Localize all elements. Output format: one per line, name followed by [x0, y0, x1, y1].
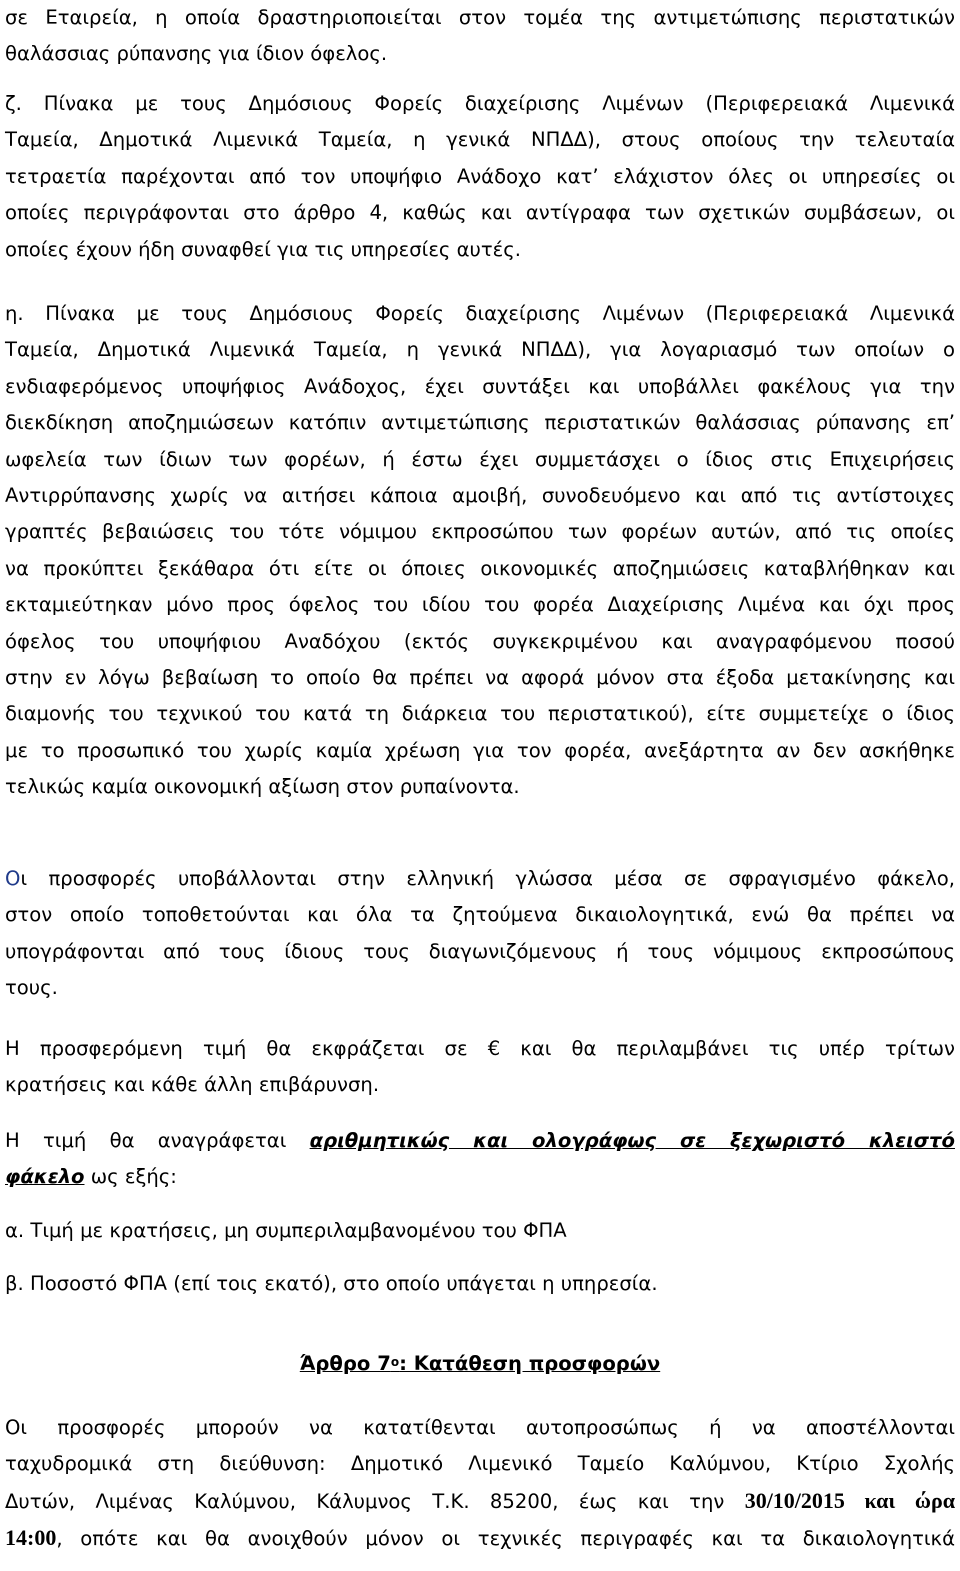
- text-line: Ταμεία, Δημοτικά Λιμενικά Ταμεία, η γενικά ΝΠΔΔ), στους οποίους την τελευταία: [5, 128, 955, 152]
- text-line: θαλάσσιας ρύπανσης για ίδιον όφελος.: [5, 42, 388, 66]
- title-superscript: ο: [390, 1355, 400, 1369]
- text-line: στον οποίο τοποθετούνται και όλα τα ζητούμενα δικαιολογητικά, ενώ θα πρέπει να: [5, 903, 955, 927]
- text-span: , οπότε και θα ανοιχθούν μόνον οι τεχνικές περιγραφές και τα δικαιολογητικά: [56, 1527, 955, 1551]
- text-line: διαμονής του τεχνικού του κατά τη διάρκεια του περιστατικού), είτε συμμετείχε ο ίδιος: [5, 702, 955, 726]
- list-item-a: [5, 1213, 955, 1249]
- text-line: γραπτές βεβαιώσεις του τότε νόμιμου εκπροσώπου των φορέων αυτών, από τις οποίες: [5, 520, 955, 544]
- text-line: τους.: [5, 976, 58, 1000]
- list-item-b: [5, 1266, 955, 1302]
- title-text: Άρθρο 7: [299, 1352, 391, 1375]
- text-line: υπογράφονται από τους ίδιους τους διαγωνιζόμενους ή τους νόμιμους εκπροσώπους: [5, 939, 955, 963]
- text-line: τετραετία παρέχονται από τον υποψήφιο Ανάδοχο κατ’ ελάχιστον όλες οι υπηρεσίες οι: [5, 164, 955, 188]
- text-span: Η τιμή θα αναγράφεται: [5, 1129, 310, 1152]
- text-line: οποίες περιγράφονται στο άρθρο 4, καθώς και αντίγραφα των σχετικών συμβάσεων, οι: [5, 201, 955, 225]
- text-line: κρατήσεις και κάθε άλλη επιβάρυνση.: [5, 1073, 380, 1097]
- text-line: Ταμεία, Δημοτικά Λιμενικά Ταμεία, η γενικά ΝΠΔΔ), για λογαριασμό των οποίων ο: [5, 338, 955, 362]
- text-line: όφελος του υποψήφιου Αναδόχου (εκτός συγκεκριμένου και αναγραφόμενου ποσού: [5, 629, 955, 653]
- paragraph-item-z: [5, 86, 955, 268]
- text-span: Δυτών, Λιμένας Καλύμνου, Κάλυμνος Τ.Κ. 85200, έως και την: [5, 1489, 745, 1513]
- text-line: με το προσωπικό του χωρίς καμία χρέωση για τον φορέα, ανεξάρτητα αν δεν ασκήθηκε: [5, 738, 955, 762]
- text-line: διεκδίκηση αποζημιώσεων κατόπιν αντιμετώπισης περιστατικών θαλάσσιας ρύπανσης επ’: [5, 411, 955, 435]
- paragraph-price: [5, 1031, 955, 1104]
- text-line: [5, 1520, 955, 1557]
- text-line: Οι προσφορές μπορούν να κατατίθενται αυτοπροσώπως ή να αποστέλλονται: [5, 1416, 955, 1439]
- text-line: [5, 1483, 955, 1520]
- paragraph-item-h: [5, 296, 955, 806]
- text-line: ενδιαφερόμενος υποψήφιος Ανάδοχος, έχει συντάξει και υποβάλλει φακέλους για την: [5, 374, 955, 398]
- deadline-date: 30/10/2015 και ώρα: [744, 1487, 955, 1513]
- text-line: να προκύπτει ξεκάθαρα ότι είτε οι όποιες οικονομικές αποζημιώσεις καταβλήθηκαν και: [5, 556, 955, 580]
- drop-letter: Ο: [5, 867, 21, 890]
- text-line: τελικώς καμία οικονομική αξίωση στον ρυπαίνοντα.: [5, 775, 520, 799]
- text-line: ζ. Πίνακα με τους Δημόσιους Φορείς διαχείρισης Λιμένων (Περιφερειακά Λιμενικά: [5, 92, 955, 115]
- text-line: α. Τιμή με κρατήσεις, μη συμπεριλαμβανομένου του ΦΠΑ: [5, 1219, 567, 1242]
- text-line: Η προσφερόμενη τιμή θα εκφράζεται σε € και θα περιλαμβάνει τις υπέρ τρίτων: [5, 1037, 955, 1060]
- text-line: [5, 1159, 955, 1195]
- text-line: στην εν λόγω βεβαίωση το οποίο θα πρέπει να αφορά μόνον στα έξοδα μετακίνησης και: [5, 666, 955, 690]
- paragraph-offers: [5, 861, 955, 1007]
- title-text: : Κατάθεση προσφορών: [399, 1352, 661, 1375]
- paragraph-submission: [5, 1410, 955, 1558]
- paragraph-price-writing: [5, 1123, 955, 1196]
- text-line: Αντιρρύπανσης χωρίς να αιτήσει κάποια αμοιβή, συνοδευόμενο και από τις αντίστοιχες: [5, 484, 955, 508]
- text-span: ι προσφορές υποβάλλονται στην ελληνική γλώσσα μέσα σε σφραγισμένο φάκελο,: [20, 867, 955, 890]
- text-line: ταχυδρομικά στη διεύθυνση: Δημοτικό Λιμενικό Ταμείο Καλύμνου, Κτίριο Σχολής: [5, 1452, 955, 1476]
- emphasis-text: φάκελο: [5, 1165, 85, 1189]
- text-line: [5, 1123, 955, 1159]
- article-title: [5, 1346, 955, 1382]
- emphasis-text: αριθμητικώς και ολογράφως σε ξεχωριστό κλειστό: [309, 1129, 955, 1152]
- text-span: ως εξής:: [84, 1165, 177, 1189]
- text-line: εκταμιεύτηκαν μόνο προς όφελος του ιδίου του φορέα Διαχείρισης Λιμένα και όχι προς: [5, 593, 955, 617]
- text-line: οποίες έχουν ήδη συναφθεί για τις υπηρεσίες αυτές.: [5, 237, 522, 261]
- deadline-time: 14:00: [5, 1525, 57, 1551]
- paragraph-item-e-tail: [5, 0, 955, 73]
- text-line: [5, 861, 955, 897]
- text-line: β. Ποσοστό ΦΠΑ (επί τοις εκατό), στο οποίο υπάγεται η υπηρεσία.: [5, 1272, 658, 1295]
- text-line: η. Πίνακα με τους Δημόσιους Φορείς διαχείρισης Λιμένων (Περιφερειακά Λιμενικά: [5, 302, 955, 325]
- text-line: σε Εταιρεία, η οποία δραστηριοποιείται στον τομέα της αντιμετώπισης περιστατικών: [5, 6, 955, 29]
- text-line: ωφελεία των ίδιων των φορέων, ή έστω έχει συμμετάσχει ο ίδιος στις Επιχειρήσεις: [5, 447, 955, 471]
